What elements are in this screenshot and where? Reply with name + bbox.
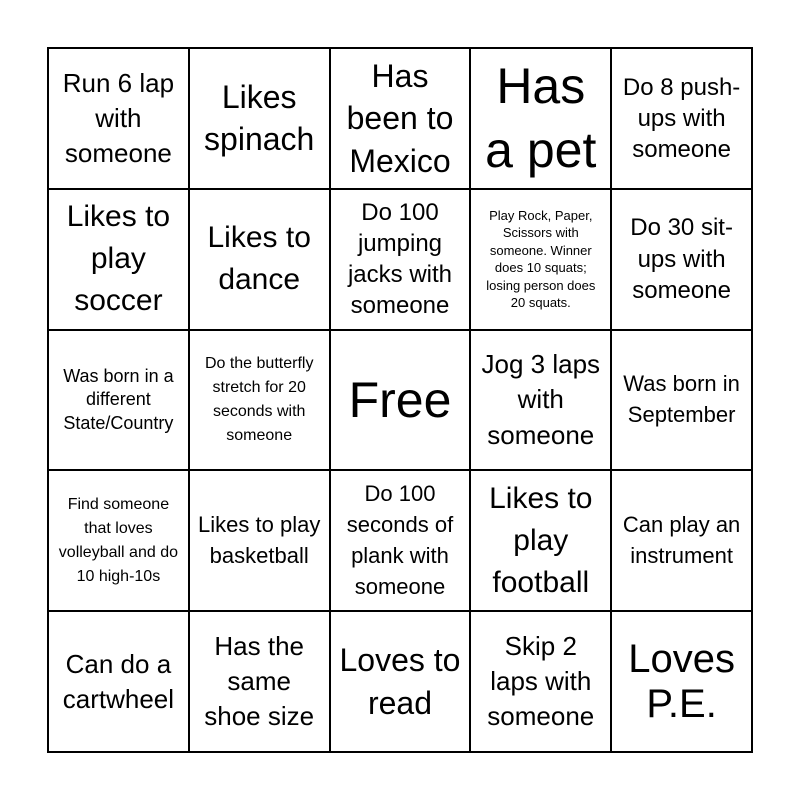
bingo-cell[interactable]	[611, 189, 752, 330]
cell-text: Has a pet	[485, 58, 597, 179]
cell-text: Do 30 sit-ups with someone	[630, 214, 733, 304]
bingo-cell[interactable]	[189, 611, 330, 752]
cell-text: Loves to read	[339, 642, 461, 721]
bingo-cell[interactable]	[48, 470, 189, 611]
bingo-cell[interactable]	[189, 470, 330, 611]
bingo-cell[interactable]	[611, 48, 752, 189]
bingo-cell[interactable]	[330, 189, 471, 330]
bingo-cell[interactable]	[189, 189, 330, 330]
cell-text: Free	[348, 371, 452, 428]
bingo-cell[interactable]	[470, 48, 611, 189]
cell-text: Can play an instrument	[622, 511, 741, 568]
bingo-cell[interactable]	[611, 611, 752, 752]
cell-text: Skip 2 laps with someone	[487, 630, 595, 732]
bingo-cell[interactable]	[470, 611, 611, 752]
bingo-cell[interactable]	[48, 48, 189, 189]
cell-text: Do 100 jumping jacks with someone	[347, 198, 452, 320]
cell-text: Likes to play football	[489, 481, 593, 599]
bingo-cell[interactable]	[48, 189, 189, 330]
cell-text: Was born in a different State/Country	[63, 365, 174, 433]
bingo-board	[47, 47, 753, 753]
cell-text: Do the butterfly stretch for 20 seconds with someone	[204, 354, 314, 444]
bingo-cell[interactable]	[470, 330, 611, 471]
bingo-cell[interactable]	[48, 611, 189, 752]
cell-text: Loves P.E.	[628, 636, 735, 726]
free-space[interactable]	[330, 330, 471, 471]
bingo-cell[interactable]	[330, 611, 471, 752]
cell-text: Do 100 seconds of plank with someone	[346, 481, 454, 599]
cell-text: Jog 3 laps with someone	[481, 349, 601, 450]
cell-text: Play Rock, Paper, Scissors with someone. Winner does 10 squats; losing person does 20 squats.	[486, 207, 596, 311]
cell-text: Do 8 push-ups with someone	[622, 73, 741, 163]
bingo-cell[interactable]	[189, 330, 330, 471]
bingo-cell[interactable]	[189, 48, 330, 189]
bingo-cell[interactable]	[330, 470, 471, 611]
cell-text: Run 6 lap with someone	[62, 67, 175, 168]
cell-text: Was born in September	[623, 371, 740, 427]
cell-text: Find someone that loves volleyball and do 10 high-10s	[58, 495, 178, 585]
cell-text: Has been to Mexico	[346, 57, 454, 179]
bingo-cell[interactable]	[330, 48, 471, 189]
bingo-cell[interactable]	[611, 330, 752, 471]
cell-text: Likes spinach	[204, 78, 315, 158]
cell-text: Has the same shoe size	[204, 630, 315, 732]
bingo-cell[interactable]	[470, 470, 611, 611]
cell-text: Likes to play basketball	[198, 511, 321, 568]
cell-text: Likes to dance	[207, 221, 311, 297]
bingo-cell[interactable]	[48, 330, 189, 471]
cell-text: Likes to play soccer	[66, 200, 171, 318]
bingo-cell[interactable]	[470, 189, 611, 330]
bingo-cell[interactable]	[611, 470, 752, 611]
cell-text: Can do a cartwheel	[62, 648, 175, 714]
